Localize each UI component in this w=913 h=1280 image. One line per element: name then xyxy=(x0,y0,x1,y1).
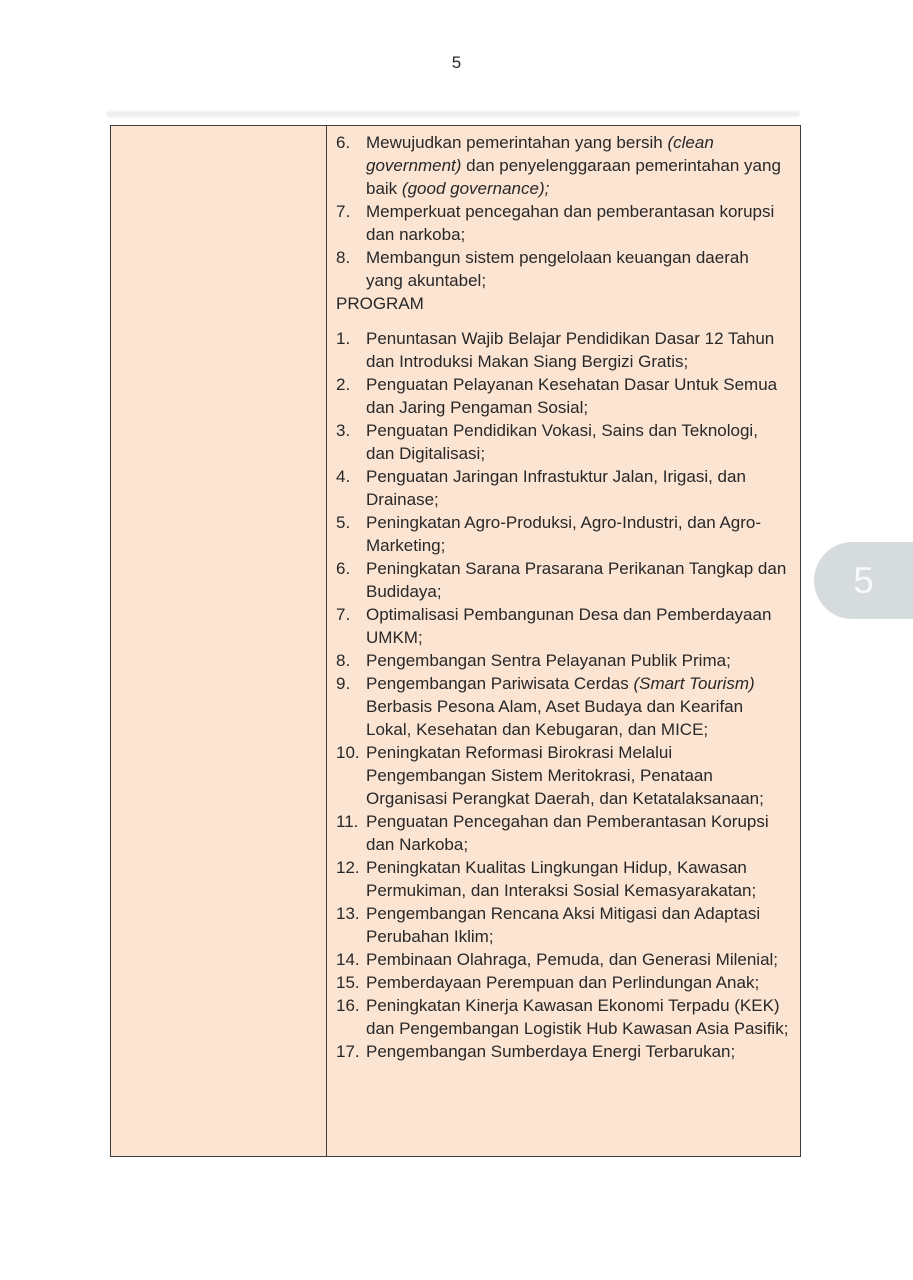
list-item: Peningkatan Kualitas Lingkungan Hidup, Kawasan Permukiman, dan Interaksi Sosial Kemasyarakatan; xyxy=(366,858,757,900)
list-item: Penuntasan Wajib Belajar Pendidikan Dasar 12 Tahun dan Introduksi Makan Siang Bergizi Gratis; xyxy=(366,329,775,371)
page-indicator-label: 5 xyxy=(853,560,874,601)
table-cell-right xyxy=(327,126,800,1156)
list-item: Pengembangan Pariwisata Cerdas (Smart Tourism) Berbasis Pesona Alam, Aset Budaya dan Kearifan Lokal, Kesehatan dan Kebugaran, dan MICE; xyxy=(366,674,755,739)
list-item: Mewujudkan pemerintahan yang bersih (clean government) dan penyelenggaraan pemerintahan yang baik (good governance); xyxy=(366,133,781,198)
list-item: Peningkatan Kinerja Kawasan Ekonomi Terpadu (KEK) dan Pengembangan Logistik Hub Kawasan Asia Pasifik; xyxy=(366,996,789,1038)
program-list xyxy=(336,327,790,1063)
list-item: Penguatan Pendidikan Vokasi, Sains dan Teknologi, dan Digitalisasi; xyxy=(366,421,758,463)
table-cell-left xyxy=(111,126,327,1156)
mission-list xyxy=(336,131,790,292)
list-item: Penguatan Pencegahan dan Pemberantasan Korupsi dan Narkoba; xyxy=(366,812,769,854)
content-table xyxy=(110,125,801,1157)
list-item: Penguatan Pelayanan Kesehatan Dasar Untuk Semua dan Jaring Pengaman Sosial; xyxy=(366,375,778,417)
list-item: Penguatan Jaringan Infrastuktur Jalan, Irigasi, dan Drainase; xyxy=(366,467,746,509)
list-item: Optimalisasi Pembangunan Desa dan Pemberdayaan UMKM; xyxy=(366,605,772,647)
list-item: Peningkatan Reformasi Birokrasi Melalui Pengembangan Sistem Meritokrasi, Penataan Organisasi Perangkat Daerah, dan Ketatalaksanaan; xyxy=(366,743,764,808)
list-item: Memperkuat pencegahan dan pemberantasan korupsi dan narkoba; xyxy=(366,202,775,244)
list-item: Peningkatan Agro-Produksi, Agro-Industri, dan Agro-Marketing; xyxy=(366,513,762,555)
program-heading: PROGRAM xyxy=(336,294,424,313)
scan-artifact-line xyxy=(106,111,800,117)
list-item: Pengembangan Rencana Aksi Mitigasi dan Adaptasi Perubahan Iklim; xyxy=(366,904,761,946)
list-item: Pembinaan Olahraga, Pemuda, dan Generasi Milenial; xyxy=(366,950,779,969)
page-scroll-indicator[interactable] xyxy=(814,542,913,619)
list-item: Pemberdayaan Perempuan dan Perlindungan Anak; xyxy=(366,973,760,992)
list-item: Pengembangan Sumberdaya Energi Terbarukan; xyxy=(366,1042,736,1061)
list-item: Membangun sistem pengelolaan keuangan daerah yang akuntabel; xyxy=(366,248,749,290)
list-item: Pengembangan Sentra Pelayanan Publik Prima; xyxy=(366,651,731,670)
list-item: Peningkatan Sarana Prasarana Perikanan Tangkap dan Budidaya; xyxy=(366,559,787,601)
page-number: 5 xyxy=(451,53,462,72)
